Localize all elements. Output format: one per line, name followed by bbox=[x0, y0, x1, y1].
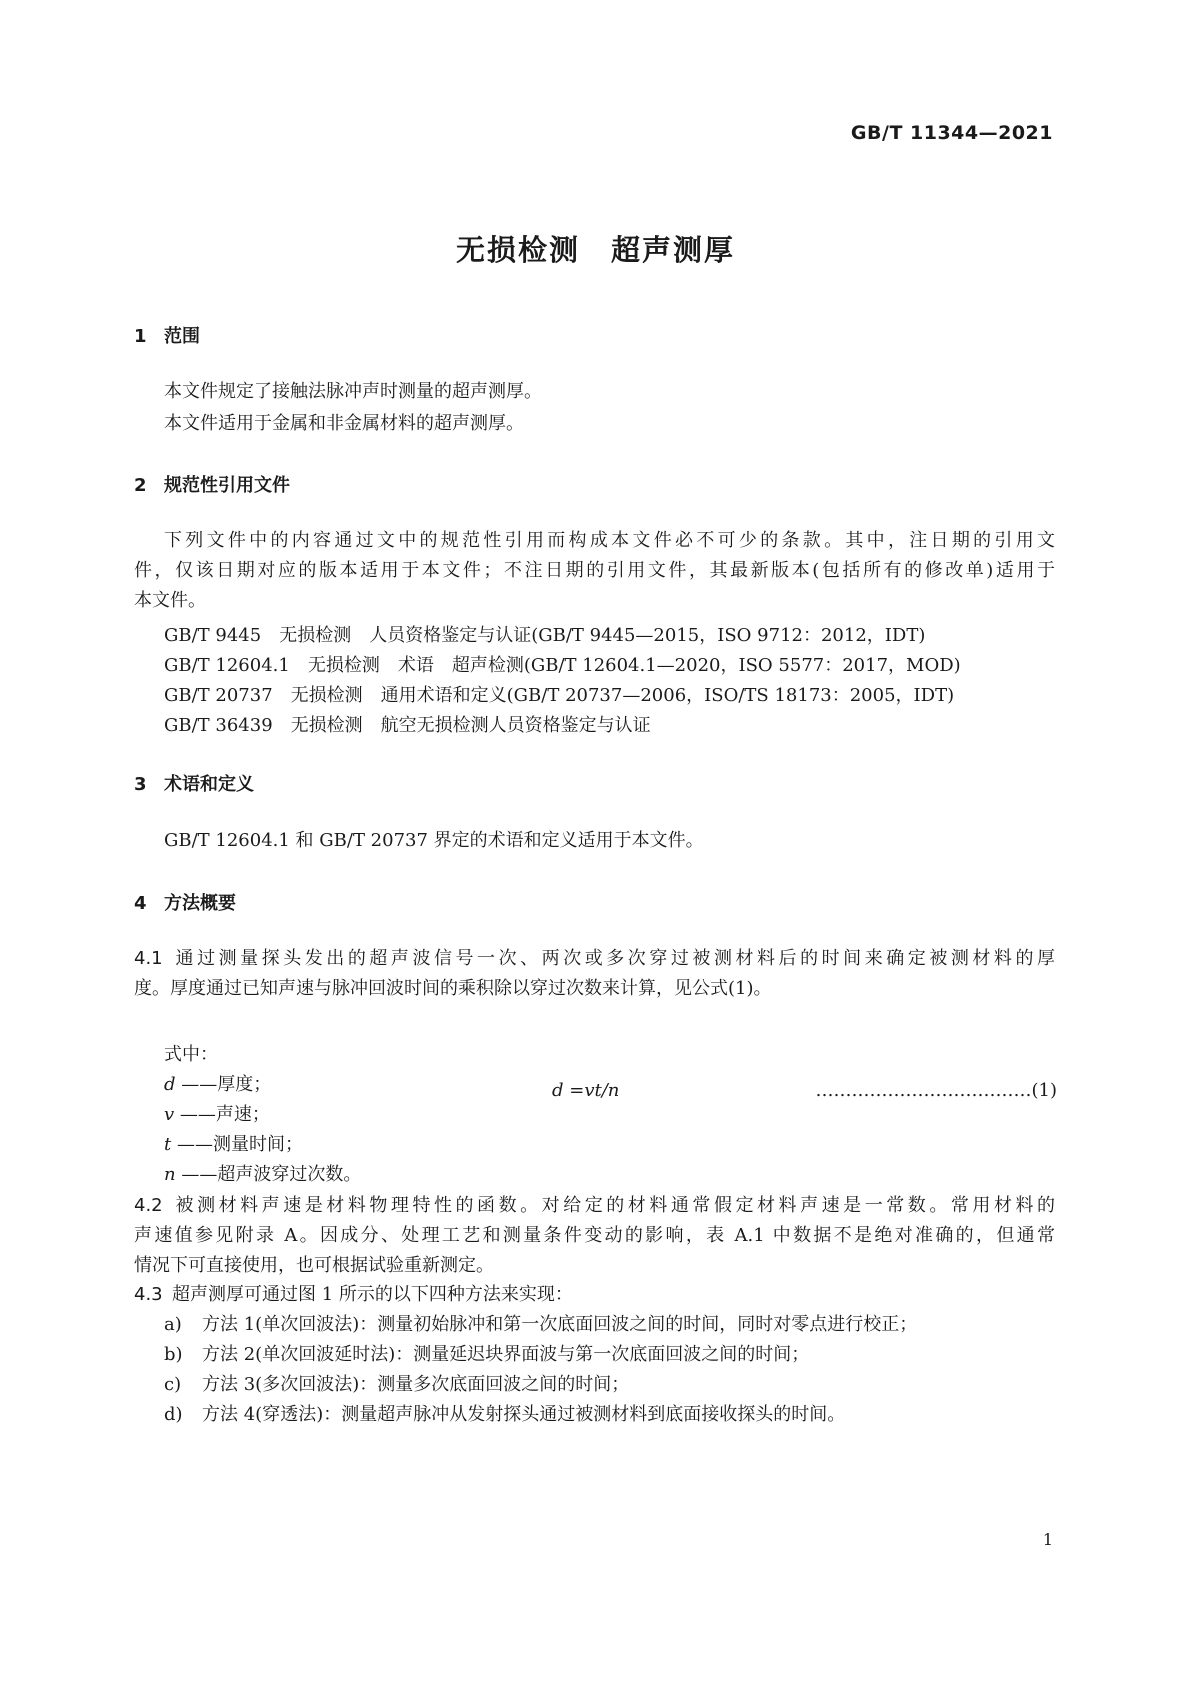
variable-definition bbox=[164, 1130, 303, 1156]
list-item bbox=[164, 1400, 845, 1426]
clause-number: 4.2 bbox=[134, 1195, 163, 1216]
clause-4-1-line bbox=[134, 943, 1055, 975]
list-item-label: d) bbox=[164, 1404, 183, 1425]
normative-reference: GB/T 20737 无损检测 通用术语和定义(GB/T 20737—2006，ISO/TS 18173：2005，IDT) bbox=[164, 685, 955, 706]
section-1-paragraph: 本文件适用于金属和非金属材料的超声测厚。 bbox=[164, 413, 524, 434]
normative-reference: GB/T 12604.1 无损检测 术语 超声检测(GB/T 12604.1—2020，ISO 5577：2017，MOD) bbox=[164, 655, 961, 676]
list-item-text: 方法 3(多次回波法)：测量多次底面回波之间的时间； bbox=[202, 1374, 630, 1395]
section-number: 1 bbox=[134, 326, 147, 347]
section-2-intro-line: 下列文件中的内容通过文中的规范性引用而构成本文件必不可少的条款。其中，注日期的引用文 bbox=[164, 530, 1055, 551]
list-item bbox=[164, 1340, 809, 1366]
variable-definition bbox=[164, 1070, 271, 1096]
clause-text: 超声测厚可通过图 1 所示的以下四种方法来实现： bbox=[172, 1284, 573, 1305]
section-1-heading bbox=[134, 322, 200, 348]
clause-4-2-line: 声速值参见附录 A。因成分、处理工艺和测量条件变动的影响，表 A.1 中数据不是绝对准确的，但通常 bbox=[134, 1225, 1055, 1246]
section-3-paragraph: GB/T 12604.1 和 GB/T 20737 界定的术语和定义适用于本文件。 bbox=[164, 830, 704, 851]
section-number: 4 bbox=[134, 893, 147, 914]
section-title: 规范性引用文件 bbox=[164, 475, 290, 496]
section-2-heading bbox=[134, 471, 290, 497]
list-item-text: 方法 1(单次回波法)：测量初始脉冲和第一次底面回波之间的时间，同时对零点进行校正； bbox=[202, 1314, 918, 1335]
section-4-heading bbox=[134, 889, 236, 915]
section-3-heading bbox=[134, 770, 254, 796]
variable-definition bbox=[164, 1160, 361, 1186]
variable-symbol: d bbox=[164, 1074, 176, 1095]
section-title: 术语和定义 bbox=[164, 774, 254, 795]
clause-4-1-line: 度。厚度通过已知声速与脉冲回波时间的乘积除以穿过次数来计算，见公式(1)。 bbox=[134, 978, 772, 999]
list-item-label: c) bbox=[164, 1374, 182, 1395]
section-2-intro-line: 本文件。 bbox=[134, 590, 206, 611]
list-item-label: b) bbox=[164, 1344, 183, 1365]
clause-4-3-line bbox=[134, 1280, 573, 1306]
variable-symbol: v bbox=[164, 1104, 175, 1125]
variable-description: ——超声波穿过次数。 bbox=[181, 1164, 362, 1185]
section-title: 范围 bbox=[164, 326, 200, 347]
list-item-text: 方法 2(单次回波延时法)：测量延迟块界面波与第一次底面回波之间的时间； bbox=[202, 1344, 810, 1365]
variable-description: ——厚度； bbox=[181, 1074, 272, 1095]
variable-definition bbox=[164, 1100, 270, 1126]
where-label: 式中： bbox=[164, 1044, 218, 1065]
page-number: 1 bbox=[1042, 1530, 1053, 1549]
normative-reference: GB/T 36439 无损检测 航空无损检测人员资格鉴定与认证 bbox=[164, 715, 651, 736]
standard-code: GB/T 11344—2021 bbox=[850, 122, 1053, 144]
clause-text: 通过测量探头发出的超声波信号一次、两次或多次穿过被测材料后的时间来确定被测材料的厚 bbox=[172, 948, 1055, 969]
section-title: 方法概要 bbox=[164, 893, 236, 914]
variable-symbol: t bbox=[164, 1134, 172, 1155]
section-1-paragraph: 本文件规定了接触法脉冲声时测量的超声测厚。 bbox=[164, 381, 542, 402]
formula: d =vt/n bbox=[552, 1080, 620, 1101]
section-number: 3 bbox=[134, 774, 147, 795]
clause-number: 4.3 bbox=[134, 1284, 163, 1305]
variable-description: ——声速； bbox=[179, 1104, 270, 1125]
list-item-text: 方法 4(穿透法)：测量超声脉冲从发射探头通过被测材料到底面接收探头的时间。 bbox=[202, 1404, 846, 1425]
document-title: 无损检测 超声测厚 bbox=[455, 233, 735, 267]
variable-symbol: n bbox=[164, 1164, 176, 1185]
clause-4-2-line: 情况下可直接使用，也可根据试验重新测定。 bbox=[134, 1255, 494, 1276]
clause-text: 被测材料声速是材料物理特性的函数。对给定的材料通常假定材料声速是一常数。常用材料的 bbox=[172, 1195, 1055, 1216]
variable-description: ——测量时间； bbox=[176, 1134, 303, 1155]
list-item bbox=[164, 1370, 629, 1396]
list-item-label: a) bbox=[164, 1314, 182, 1335]
section-number: 2 bbox=[134, 475, 147, 496]
normative-reference: GB/T 9445 无损检测 人员资格鉴定与认证(GB/T 9445—2015，ISO 9712：2012，IDT) bbox=[164, 625, 926, 646]
list-item bbox=[164, 1310, 917, 1336]
clause-number: 4.1 bbox=[134, 948, 163, 969]
section-2-intro-line: 件，仅该日期对应的版本适用于本文件；不注日期的引用文件，其最新版本(包括所有的修改单)适用于 bbox=[134, 560, 1055, 581]
clause-4-2-line bbox=[134, 1190, 1055, 1222]
equation-number: ………………………………(1) bbox=[815, 1080, 1057, 1101]
